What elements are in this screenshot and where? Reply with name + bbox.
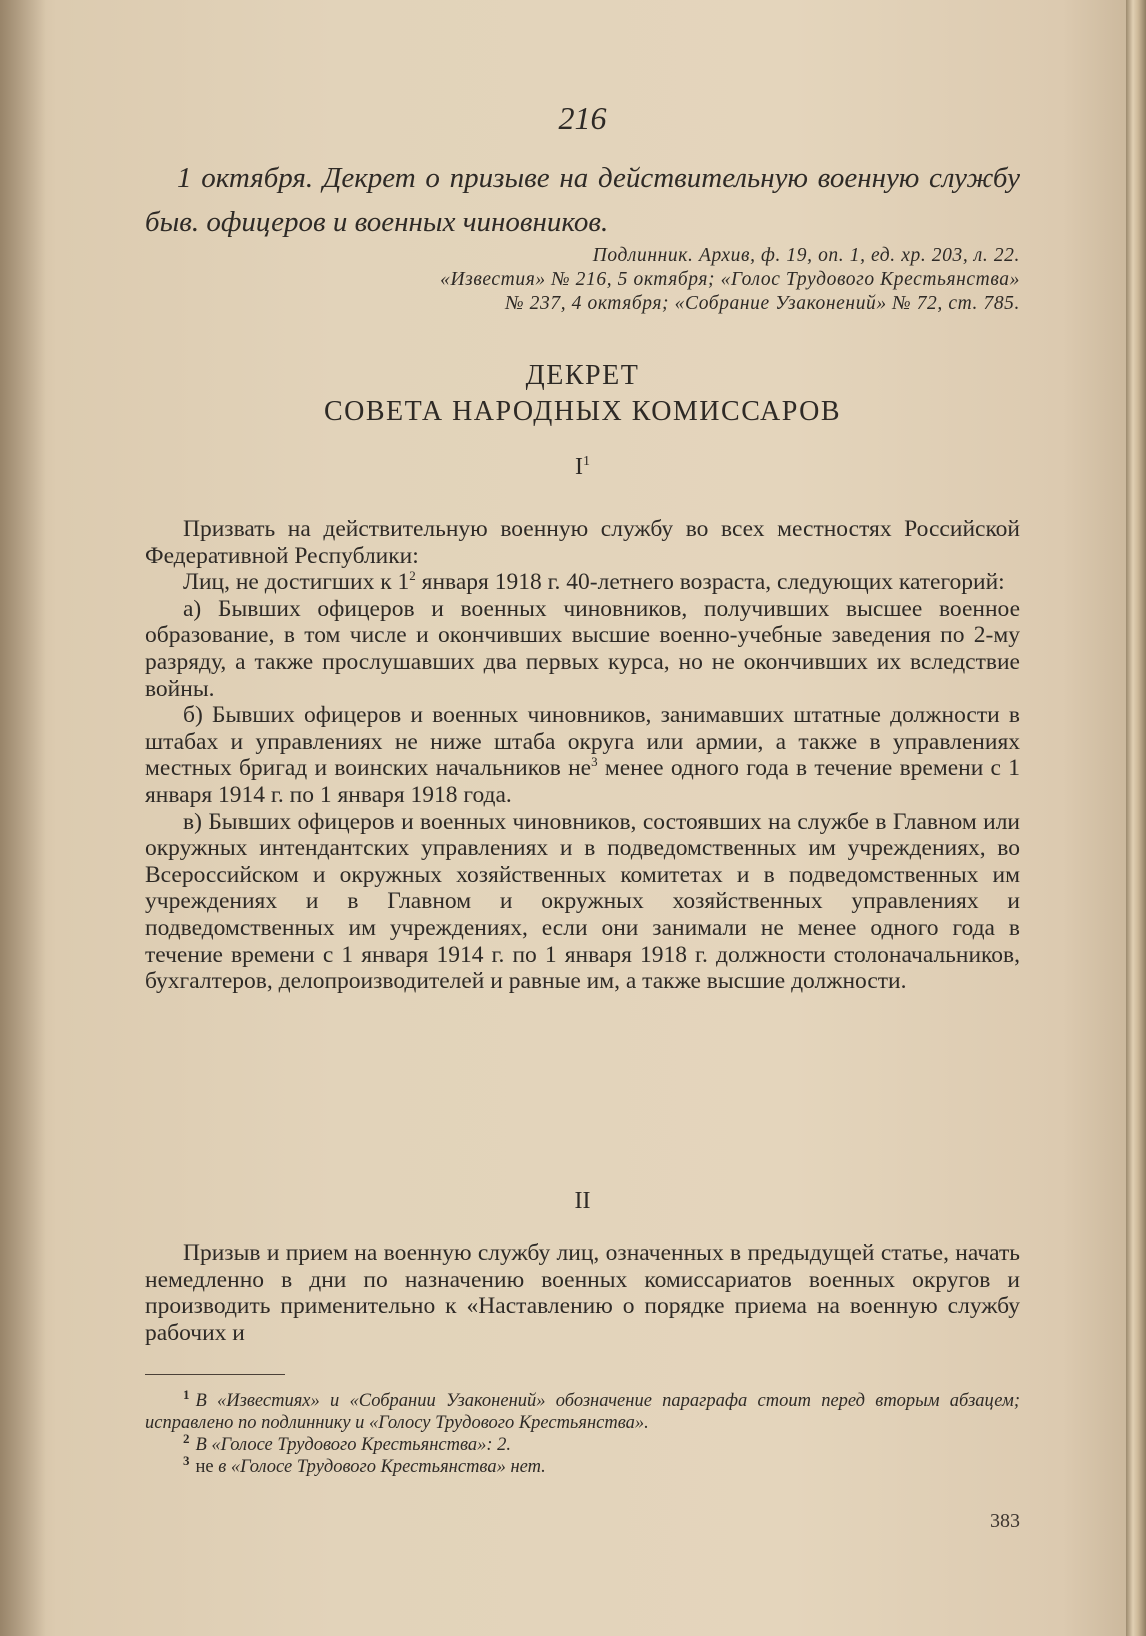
source-line: Подлинник. Архив, ф. 19, оп. 1, ед. хр. 203, л. 22. <box>592 245 1020 266</box>
paragraph-text: Лиц, не достигших к 1 <box>183 569 410 596</box>
footnote-mark: 2 <box>409 568 416 584</box>
footnote-mark: 1 <box>583 454 590 469</box>
document-number: 216 <box>558 100 607 136</box>
document-title: 1 октября. Декрет о призыве на действительную военную службу быв. офицеров и военных чиновников. <box>145 162 1020 238</box>
footnotes <box>145 1386 1020 1478</box>
footnote-text: В «Голосе Трудового Крестьянства»: 2. <box>195 1435 512 1455</box>
paragraph <box>145 702 1020 808</box>
paragraph: Призвать на действительную военную службу во всех местностях Российской Федеративной Республики: <box>145 516 1020 569</box>
page-number: 383 <box>990 1510 1020 1532</box>
section-numeral: II <box>574 1188 591 1214</box>
source-line: № 237, 4 октября; «Собрание Узаконений» № 72, ст. 785. <box>505 293 1020 314</box>
section-heading-1 <box>145 454 1020 481</box>
footnote-number: 2 <box>183 1430 190 1446</box>
paragraph <box>145 569 1020 596</box>
spine-shadow <box>0 0 46 1636</box>
page-edge <box>1126 0 1146 1636</box>
footnote-number: 3 <box>183 1452 190 1468</box>
footnote-text: в «Голосе Трудового Крестьянства» нет. <box>213 1457 546 1477</box>
decree-heading <box>145 358 1020 430</box>
source-references <box>145 244 1020 316</box>
section-heading-2 <box>145 1188 1020 1215</box>
section-2-body <box>145 1240 1020 1346</box>
paragraph: Призыв и прием на военную службу лиц, означенных в предыдущей статье, начать немедленно в дни по назначению военных комиссариатов военных округов и производить применительно к «Наставлению о порядке приема на военную службу рабочих и <box>145 1240 1020 1346</box>
footnote <box>145 1386 1020 1434</box>
section-numeral: I <box>575 454 583 480</box>
paragraph-text: б) Бывших офицеров и военных чиновников, занимавших штатные должности в штабах и управлениях не ниже штаба округа или армии, а также в управлениях местных бригад и воинских начальников не <box>145 702 1020 782</box>
footnote <box>145 1452 1020 1478</box>
footnote-number: 1 <box>183 1386 190 1402</box>
paragraph-text: января 1918 г. 40-летнего возраста, следующих категорий: <box>415 569 1005 596</box>
footnote-mark: 3 <box>591 754 598 770</box>
source-line: «Известия» № 216, 5 октября; «Голос Трудового Крестьянства» <box>440 269 1020 290</box>
paragraph: а) Бывших офицеров и военных чиновников, получивших высшее военное образование, в том числе и окончивших высшие военно-учебные заведения по 2-му разряду, а также прослушавших два первых курса, но не окончивших их вследствие войны. <box>145 595 1020 702</box>
footnote-text: В «Известиях» и «Собрании Узаконений» обозначение параграфа стоит перед вторым абзацем; исправлено по подлиннику и «Голосу Трудового Крестьянства». <box>145 1391 1020 1433</box>
paragraph-text: менее одного года в течение времени с 1 января 1914 г. по 1 января 1918 года. <box>145 755 1020 808</box>
section-1-body <box>145 516 1020 995</box>
paragraph: в) Бывших офицеров и военных чиновников, состоявших на службе в Главном или окружных интендантских управлениях и в подведомственных им учреждениях, во Всероссийском и окружных хозяйственных комитетах и в подведомственных им учреждениях и в Главном и окружных хозяйственных управлениях и подведомственных им учреждениях, если они занимали не менее одного года в течение времени с 1 января 1914 г. по 1 января 1918 г. должности столоначальников, бухгалтеров, делопроизводителей и равные им, а также высшие должности. <box>145 808 1020 995</box>
decree-heading-line: ДЕКРЕТ <box>525 360 640 391</box>
footnote-divider <box>145 1374 285 1375</box>
decree-heading-line: СОВЕТА НАРОДНЫХ КОМИССАРОВ <box>323 396 842 427</box>
footnote <box>145 1430 1020 1456</box>
footnote-text: не <box>195 1457 214 1477</box>
